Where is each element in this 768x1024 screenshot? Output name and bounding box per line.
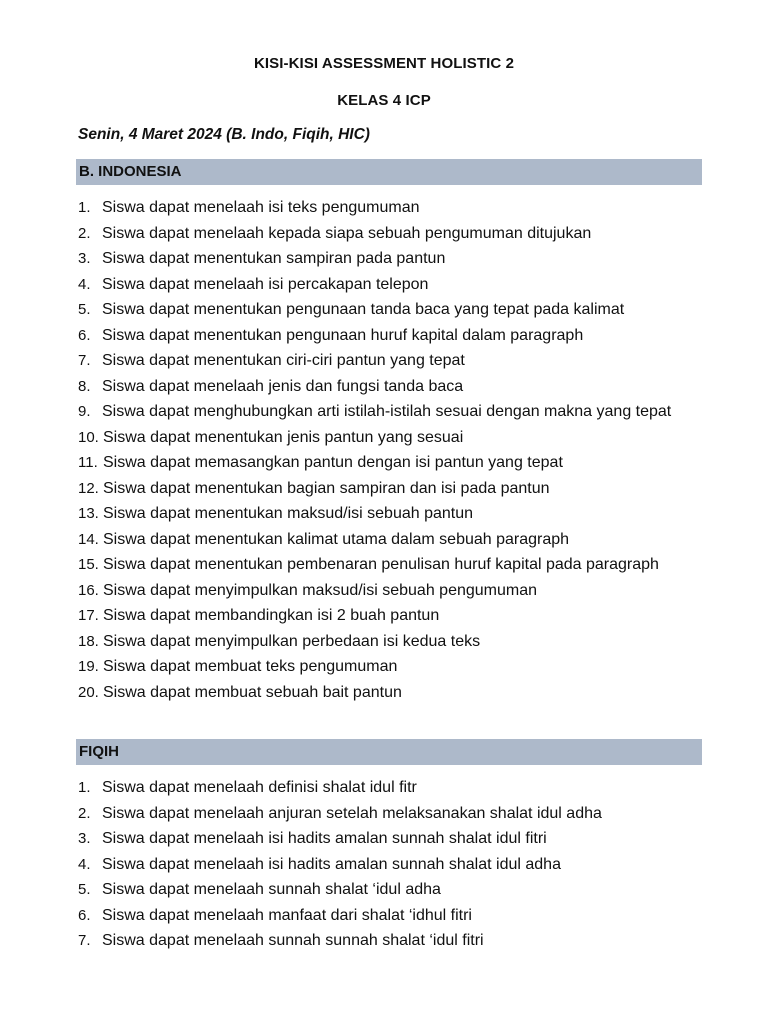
item-number: 2. xyxy=(78,804,91,822)
item-text: Siswa dapat membandingkan isi 2 buah pantun xyxy=(103,607,440,624)
list-item xyxy=(78,852,602,878)
item-number: 7. xyxy=(78,352,91,369)
list-item xyxy=(78,221,671,247)
item-text: Siswa dapat menelaah isi percakapan telepon xyxy=(102,275,429,293)
item-text: Siswa dapat menelaah sunnah sunnah shalat ‘idul fitri xyxy=(102,932,484,949)
item-text: Siswa dapat menentukan bagian sampiran dan isi pada pantun xyxy=(103,479,550,497)
list-item xyxy=(78,527,671,553)
list-item xyxy=(78,450,671,476)
item-text: Siswa dapat menentukan pengunaan huruf kapital dalam paragraph xyxy=(102,326,584,344)
item-number: 14. xyxy=(78,530,99,548)
item-text: Siswa dapat menelaah isi hadits amalan sunnah shalat idul adha xyxy=(102,855,561,873)
item-number: 10. xyxy=(78,428,99,446)
item-number: 5. xyxy=(78,301,91,318)
item-number: 6. xyxy=(78,326,91,344)
item-number: 3. xyxy=(78,830,91,847)
item-text: Siswa dapat menelaah isi hadits amalan sunnah shalat idul fitri xyxy=(102,830,547,847)
item-text: Siswa dapat menelaah isi teks pengumuman xyxy=(102,199,420,216)
item-number: 3. xyxy=(78,250,91,267)
list-item xyxy=(78,629,671,655)
item-number: 1. xyxy=(78,199,91,216)
list-item xyxy=(78,801,602,827)
list-item xyxy=(78,195,671,221)
item-number: 4. xyxy=(78,855,91,873)
item-number: 6. xyxy=(78,906,91,924)
list-item xyxy=(78,680,671,706)
item-text: Siswa dapat menyimpulkan perbedaan isi kedua teks xyxy=(103,632,481,650)
item-text: Siswa dapat menghubungkan arti istilah-istilah sesuai dengan makna yang tepat xyxy=(102,403,672,420)
item-number: 4. xyxy=(78,275,91,293)
item-number: 5. xyxy=(78,881,91,898)
item-number: 1. xyxy=(78,779,91,796)
item-number: 20. xyxy=(78,683,99,701)
list-item xyxy=(78,399,671,425)
item-text: Siswa dapat menyimpulkan maksud/isi sebuah pengumuman xyxy=(103,581,538,599)
item-text: Siswa dapat menentukan pengunaan tanda baca yang tepat pada kalimat xyxy=(102,301,625,318)
fiqih-item-list xyxy=(78,775,602,954)
item-text: Siswa dapat memasangkan pantun dengan isi pantun yang tepat xyxy=(103,454,563,471)
item-text: Siswa dapat menentukan maksud/isi sebuah pantun xyxy=(103,505,474,522)
item-number: 16. xyxy=(78,581,99,599)
item-number: 13. xyxy=(78,505,99,522)
item-number: 9. xyxy=(78,403,91,420)
item-text: Siswa dapat menentukan kalimat utama dalam sebuah paragraph xyxy=(103,530,570,548)
list-item xyxy=(78,578,671,604)
item-text: Siswa dapat menentukan ciri-ciri pantun yang tepat xyxy=(102,352,465,369)
list-item xyxy=(78,323,671,349)
item-text: Siswa dapat menentukan sampiran pada pantun xyxy=(102,250,446,267)
item-text: Siswa dapat menelaah sunnah shalat ‘idul adha xyxy=(102,881,441,898)
item-number: 8. xyxy=(78,377,91,395)
list-item xyxy=(78,501,671,527)
list-item xyxy=(78,826,602,852)
item-text: Siswa dapat menentukan pembenaran penulisan huruf kapital pada paragraph xyxy=(103,556,659,573)
list-item xyxy=(78,348,671,374)
item-number: 19. xyxy=(78,658,99,675)
item-text: Siswa dapat menentukan jenis pantun yang sesuai xyxy=(103,428,464,446)
indonesia-item-list xyxy=(78,195,671,705)
item-text: Siswa dapat menelaah kepada siapa sebuah pengumuman ditujukan xyxy=(102,224,592,242)
list-item xyxy=(78,552,671,578)
list-item xyxy=(78,775,602,801)
item-text: Siswa dapat menelaah anjuran setelah melaksanakan shalat idul adha xyxy=(102,804,602,822)
list-item xyxy=(78,476,671,502)
item-number: 12. xyxy=(78,479,99,497)
document-title: KISI-KISI ASSESSMENT HOLISTIC 2 xyxy=(253,55,515,72)
list-item xyxy=(78,246,671,272)
item-number: 15. xyxy=(78,556,99,573)
date-line: Senin, 4 Maret 2024 (B. Indo, Fiqih, HIC) xyxy=(78,126,370,143)
list-item xyxy=(78,903,602,929)
item-text: Siswa dapat menelaah jenis dan fungsi tanda baca xyxy=(102,377,464,395)
list-item xyxy=(78,603,671,629)
list-item xyxy=(78,374,671,400)
item-text: Siswa dapat menelaah manfaat dari shalat ‘idhul fitri xyxy=(102,906,472,924)
list-item xyxy=(78,272,671,298)
item-number: 17. xyxy=(78,607,99,624)
item-text: Siswa dapat membuat teks pengumuman xyxy=(103,658,398,675)
list-item xyxy=(78,928,602,954)
section-header-indonesia: B. INDONESIA xyxy=(76,159,702,185)
item-text: Siswa dapat membuat sebuah bait pantun xyxy=(103,683,402,701)
item-text: Siswa dapat menelaah definisi shalat idul fitr xyxy=(102,779,417,796)
class-subtitle: KELAS 4 ICP xyxy=(337,92,431,109)
item-number: 18. xyxy=(78,632,99,650)
section-header-fiqih: FIQIH xyxy=(76,739,702,765)
list-item xyxy=(78,425,671,451)
list-item xyxy=(78,877,602,903)
item-number: 11. xyxy=(78,454,98,471)
list-item xyxy=(78,654,671,680)
item-number: 2. xyxy=(78,224,91,242)
list-item xyxy=(78,297,671,323)
item-number: 7. xyxy=(78,932,91,949)
